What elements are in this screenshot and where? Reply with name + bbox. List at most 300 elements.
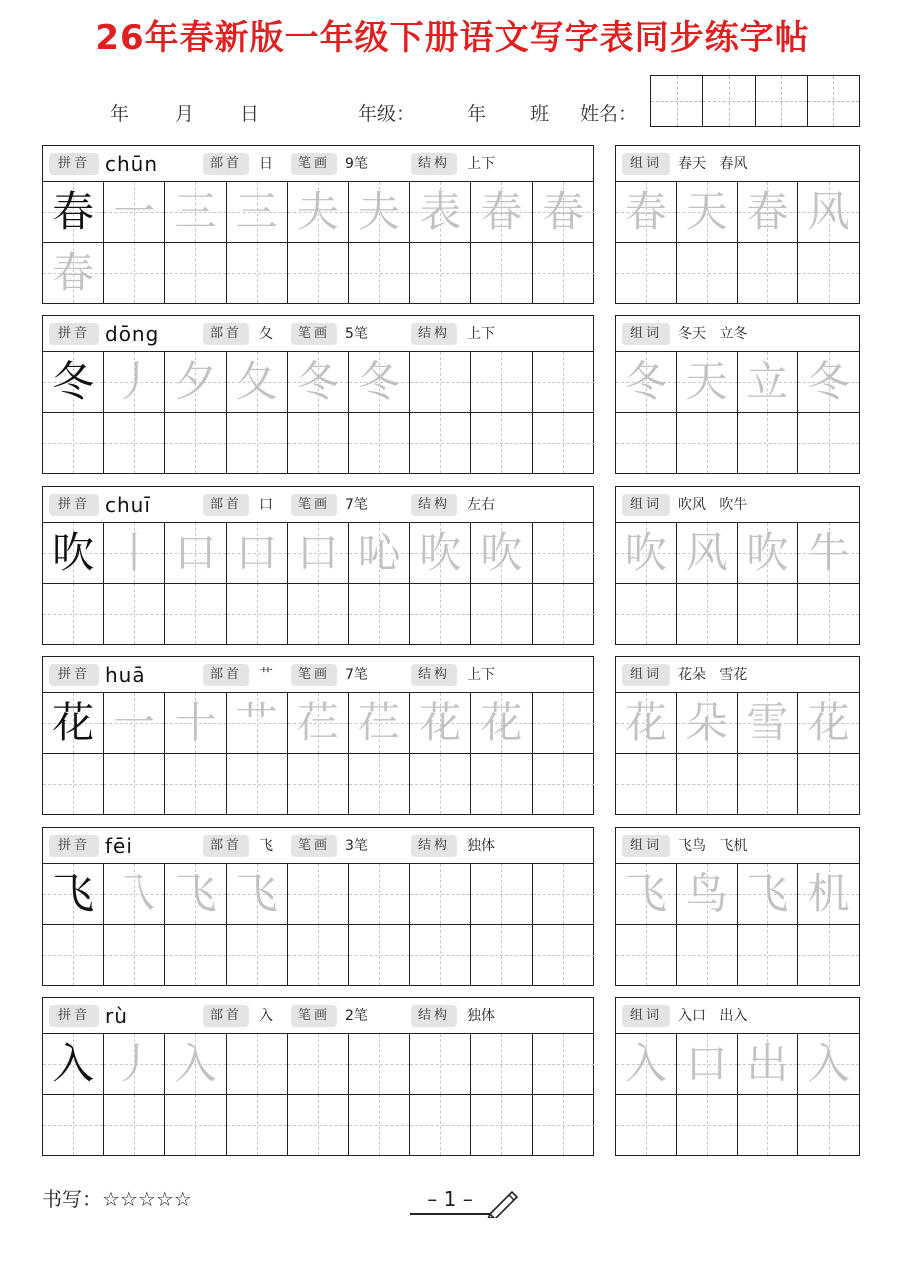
writing-cell[interactable] [410,243,471,303]
stroke-order-trace: 丿 [113,1039,156,1088]
radical-tag: 部首 [203,664,249,686]
word-writing-cell[interactable] [738,243,799,303]
writing-cell[interactable] [410,182,471,243]
writing-cell[interactable] [165,182,226,243]
writing-rating: 书写：☆☆☆☆☆ [42,1187,192,1211]
word-writing-cell[interactable] [738,1034,799,1095]
writing-cell[interactable] [165,523,226,584]
writing-cell[interactable] [165,413,226,473]
word-writing-cell[interactable] [738,925,799,985]
writing-cell[interactable] [104,352,165,413]
word-trace-character: 入 [624,1039,667,1088]
stroke-order-trace: 吹 [480,528,523,577]
word-practice-block [615,145,860,304]
word-writing-cell[interactable] [738,182,799,243]
word-writing-cell[interactable] [677,352,738,413]
writing-cell[interactable] [533,754,594,814]
writing-cell[interactable] [471,584,532,644]
page-number: – 1 – [410,1185,490,1215]
strokes-tag: 笔画 [291,835,337,857]
writing-cell[interactable] [349,1034,410,1095]
word-writing-cell[interactable] [616,1095,677,1155]
writing-cell[interactable] [104,584,165,644]
word-practice-block [615,827,860,986]
writing-cell[interactable] [43,693,104,754]
writing-cell[interactable] [227,243,288,303]
word-writing-cell[interactable] [798,352,859,413]
writing-cell[interactable] [533,864,594,925]
char-practice-block [42,315,594,474]
word-writing-cell[interactable] [616,523,677,584]
writing-cell[interactable] [43,925,104,985]
writing-cell[interactable] [227,754,288,814]
word-writing-cell[interactable] [616,352,677,413]
words-value: 入口 出入 [678,1008,748,1024]
writing-cell[interactable] [43,1095,104,1155]
stroke-order-trace: 芢 [296,698,339,747]
writing-cell[interactable] [349,352,410,413]
word-trace-character: 朵 [685,698,728,747]
radical-tag: 部首 [203,153,249,175]
writing-cell[interactable] [410,1095,471,1155]
writing-cell[interactable] [410,693,471,754]
writing-cell[interactable] [288,352,349,413]
words-tag: 组词 [622,1005,670,1027]
char-practice-block [42,656,594,815]
stroke-order-trace: 冬 [358,357,401,406]
writing-cell[interactable] [104,243,165,303]
word-writing-cell[interactable] [677,754,738,814]
structure-tag: 结构 [411,835,457,857]
word-writing-cell[interactable] [616,584,677,644]
stroke-order-trace: 口 [296,528,339,577]
writing-cell[interactable] [288,1095,349,1155]
stroke-order-trace: 口 [235,528,278,577]
words-header [616,146,859,182]
stroke-order-trace: 春 [480,187,523,236]
writing-cell[interactable] [165,925,226,985]
writing-cell[interactable] [104,182,165,243]
writing-cell[interactable] [349,925,410,985]
writing-cell[interactable] [533,413,594,473]
word-writing-cell[interactable] [798,413,859,473]
writing-cell[interactable] [471,523,532,584]
writing-cell[interactable] [104,754,165,814]
word-writing-cell[interactable] [677,584,738,644]
word-trace-character: 飞 [624,869,667,918]
writing-cell[interactable] [43,352,104,413]
writing-cell[interactable] [349,182,410,243]
word-writing-cell[interactable] [616,864,677,925]
word-writing-cell[interactable] [798,1034,859,1095]
word-writing-cell[interactable] [677,523,738,584]
pinyin-tag: 拼音 [49,494,99,516]
word-trace-character: 吹 [624,528,667,577]
word-trace-character: 入 [807,1039,850,1088]
words-header [616,998,859,1034]
writing-cell[interactable] [533,182,594,243]
writing-cell[interactable] [227,925,288,985]
char-practice-block [42,145,594,304]
writing-cell[interactable] [533,352,594,413]
writing-cell[interactable] [104,1095,165,1155]
pinyin-tag: 拼音 [49,153,99,175]
pinyin-value: rù [105,1004,128,1028]
pen-icon [484,1188,520,1218]
char-info-header [43,657,593,693]
writing-cell[interactable] [43,864,104,925]
radical-value: 入 [259,1008,273,1024]
char-info-header [43,487,593,523]
word-writing-cell[interactable] [738,584,799,644]
stroke-order-trace: 冬 [296,357,339,406]
word-trace-character: 口 [685,1039,728,1088]
writing-cell[interactable] [533,1095,594,1155]
pinyin-value: fēi [105,834,133,858]
writing-cell[interactable] [288,243,349,303]
writing-cell[interactable] [471,1034,532,1095]
writing-cell[interactable] [104,413,165,473]
stroke-order-trace: 夂 [235,357,278,406]
strokes-tag: 笔画 [291,494,337,516]
writing-cell[interactable] [471,693,532,754]
stroke-order-trace: 吹 [419,528,462,577]
word-trace-character: 花 [807,698,850,747]
writing-cell[interactable] [349,243,410,303]
word-writing-cell[interactable] [798,523,859,584]
name-cell[interactable] [703,76,755,126]
word-writing-cell[interactable] [677,693,738,754]
writing-cell[interactable] [533,523,594,584]
pinyin-tag: 拼音 [49,323,99,345]
word-writing-cell[interactable] [738,413,799,473]
word-writing-cell[interactable] [798,864,859,925]
radical-value: 日 [259,156,273,172]
word-writing-cell[interactable] [738,1095,799,1155]
writing-cell[interactable] [471,352,532,413]
strokes-tag: 笔画 [291,1005,337,1027]
writing-cell[interactable] [165,693,226,754]
writing-cell[interactable] [165,864,226,925]
words-tag: 组词 [622,323,670,345]
word-writing-cell[interactable] [798,1095,859,1155]
radical-tag: 部首 [203,1005,249,1027]
strokes-value: 5笔 [345,326,368,342]
stroke-order-trace: 一 [113,698,156,747]
words-value: 春天 春风 [678,156,748,172]
word-writing-cell[interactable] [798,584,859,644]
writing-cell[interactable] [471,1095,532,1155]
writing-cell[interactable] [533,925,594,985]
stroke-order-trace: 三 [235,187,278,236]
words-tag: 组词 [622,664,670,686]
word-writing-cell[interactable] [738,754,799,814]
structure-tag: 结构 [411,323,457,345]
words-value: 飞鸟 飞机 [678,838,748,854]
pinyin-tag: 拼音 [49,1005,99,1027]
writing-cell[interactable] [43,1034,104,1095]
writing-cell[interactable] [410,413,471,473]
page-title: 26年春新版一年级下册语文写字表同步练字帖 [95,18,810,58]
writing-cell[interactable] [288,754,349,814]
char-practice-block [42,486,594,645]
writing-cell[interactable] [227,182,288,243]
writing-cell[interactable] [104,523,165,584]
structure-value: 左右 [467,497,495,513]
words-value: 花朵 雪花 [678,667,748,683]
writing-cell[interactable] [43,413,104,473]
structure-tag: 结构 [411,664,457,686]
strokes-value: 7笔 [345,497,368,513]
word-writing-cell[interactable] [738,693,799,754]
writing-cell[interactable] [165,1034,226,1095]
writing-cell[interactable] [533,243,594,303]
stroke-order-trace: 飞 [235,869,278,918]
stroke-order-trace: 春 [52,248,95,297]
word-trace-character: 机 [807,869,850,918]
writing-cell[interactable] [43,754,104,814]
writing-cell[interactable] [288,413,349,473]
writing-cell[interactable] [471,182,532,243]
word-writing-cell[interactable] [677,925,738,985]
writing-cell[interactable] [288,925,349,985]
writing-cell[interactable] [410,352,471,413]
stroke-order-trace: 十 [174,698,217,747]
writing-cell[interactable] [104,925,165,985]
writing-cell[interactable] [227,693,288,754]
strokes-value: 7笔 [345,667,368,683]
writing-cell[interactable] [104,864,165,925]
date-month-label: 月 [175,103,195,125]
writing-cell[interactable] [227,352,288,413]
writing-cell[interactable] [533,584,594,644]
stroke-order-trace: 乁 [113,869,156,918]
pinyin-value: chūn [105,152,159,176]
word-trace-character: 风 [807,187,850,236]
word-trace-character: 吹 [746,528,789,577]
structure-value: 上下 [467,156,495,172]
word-writing-cell[interactable] [677,182,738,243]
class-label: 班 [530,103,550,125]
word-trace-character: 飞 [746,869,789,918]
words-tag: 组词 [622,153,670,175]
writing-cell[interactable] [288,584,349,644]
word-writing-cell[interactable] [738,523,799,584]
grade-label: 年级： [358,103,416,125]
writing-cell[interactable] [104,1034,165,1095]
writing-cell[interactable] [227,523,288,584]
name-cell[interactable] [651,76,703,126]
word-writing-cell[interactable] [738,864,799,925]
strokes-value: 2笔 [345,1008,368,1024]
word-trace-character: 春 [746,187,789,236]
writing-cell[interactable] [288,523,349,584]
structure-value: 独体 [467,1008,495,1024]
writing-cell[interactable] [410,925,471,985]
word-writing-cell[interactable] [738,352,799,413]
stroke-order-trace: 丨 [113,528,156,577]
name-label: 姓名： [580,103,638,125]
writing-cell[interactable] [349,413,410,473]
word-writing-cell[interactable] [677,1034,738,1095]
stroke-order-trace: 表 [419,187,462,236]
writing-cell[interactable] [349,1095,410,1155]
structure-tag: 结构 [411,153,457,175]
strokes-tag: 笔画 [291,664,337,686]
writing-cell[interactable] [288,693,349,754]
word-writing-cell[interactable] [677,864,738,925]
word-writing-cell[interactable] [798,925,859,985]
word-trace-character: 冬 [624,357,667,406]
char-info-header [43,146,593,182]
strokes-tag: 笔画 [291,153,337,175]
word-writing-cell[interactable] [616,243,677,303]
writing-cell[interactable] [43,243,104,303]
writing-cell[interactable] [533,693,594,754]
writing-cell[interactable] [410,523,471,584]
name-input-box[interactable] [650,75,860,127]
char-practice-block [42,827,594,986]
date-day-label: 日 [240,103,260,125]
writing-cell[interactable] [227,864,288,925]
word-writing-cell[interactable] [616,925,677,985]
strokes-value: 9笔 [345,156,368,172]
stroke-order-trace: 芢 [358,698,401,747]
stroke-order-trace: 花 [419,698,462,747]
words-value: 吹风 吹牛 [678,497,748,513]
name-cell[interactable] [808,76,859,126]
stroke-order-trace: 吣 [358,528,401,577]
word-writing-cell[interactable] [798,182,859,243]
writing-cell[interactable] [471,864,532,925]
words-header [616,657,859,693]
writing-cell[interactable] [288,182,349,243]
writing-cell[interactable] [410,1034,471,1095]
word-writing-cell[interactable] [616,754,677,814]
writing-cell[interactable] [410,584,471,644]
word-trace-character: 立 [746,357,789,406]
radical-tag: 部首 [203,323,249,345]
word-writing-cell[interactable] [616,413,677,473]
writing-cell[interactable] [227,584,288,644]
writing-cell[interactable] [43,584,104,644]
word-practice-block [615,486,860,645]
writing-cell[interactable] [165,1095,226,1155]
writing-cell[interactable] [471,243,532,303]
writing-cell[interactable] [227,413,288,473]
writing-cell[interactable] [165,243,226,303]
structure-tag: 结构 [411,1005,457,1027]
model-character: 春 [52,187,95,236]
radical-tag: 部首 [203,494,249,516]
word-trace-character: 花 [624,698,667,747]
stroke-order-trace: 一 [113,187,156,236]
word-writing-cell[interactable] [677,413,738,473]
writing-cell[interactable] [349,754,410,814]
radical-value: 飞 [259,838,273,854]
radical-value: 夂 [259,326,273,342]
pinyin-value: huā [105,663,146,687]
pinyin-tag: 拼音 [49,664,99,686]
writing-cell[interactable] [533,1034,594,1095]
writing-cell[interactable] [43,523,104,584]
writing-cell[interactable] [165,584,226,644]
stroke-order-trace: 夫 [296,187,339,236]
name-cell[interactable] [756,76,808,126]
word-trace-character: 天 [685,187,728,236]
pinyin-value: chuī [105,493,151,517]
model-character: 吹 [52,528,95,577]
word-writing-cell[interactable] [616,1034,677,1095]
stroke-order-trace: 夫 [358,187,401,236]
word-trace-character: 天 [685,357,728,406]
writing-cell[interactable] [349,584,410,644]
writing-cell[interactable] [471,413,532,473]
char-info-header [43,316,593,352]
strokes-value: 3笔 [345,838,368,854]
stroke-order-trace: 丿 [113,357,156,406]
date-year-label: 年 [110,103,130,125]
stroke-order-trace: 飞 [174,869,217,918]
stroke-order-trace: 花 [480,698,523,747]
word-writing-cell[interactable] [798,754,859,814]
stroke-order-trace: 艹 [235,698,278,747]
stroke-order-trace: 春 [542,187,585,236]
writing-cell[interactable] [104,693,165,754]
word-writing-cell[interactable] [677,1095,738,1155]
writing-cell[interactable] [349,523,410,584]
word-practice-block [615,315,860,474]
model-character: 花 [52,698,95,747]
stroke-order-trace: 入 [174,1039,217,1088]
word-writing-cell[interactable] [677,243,738,303]
structure-value: 上下 [467,326,495,342]
model-character: 入 [52,1039,95,1088]
writing-cell[interactable] [227,1095,288,1155]
char-info-header [43,828,593,864]
writing-cell[interactable] [410,754,471,814]
words-tag: 组词 [622,494,670,516]
writing-cell[interactable] [43,182,104,243]
word-writing-cell[interactable] [616,182,677,243]
structure-tag: 结构 [411,494,457,516]
word-trace-character: 出 [746,1039,789,1088]
writing-cell[interactable] [288,1034,349,1095]
word-trace-character: 风 [685,528,728,577]
radical-value: 口 [259,497,273,513]
writing-cell[interactable] [349,864,410,925]
writing-cell[interactable] [471,754,532,814]
pinyin-value: dōng [105,322,160,346]
word-trace-character: 春 [624,187,667,236]
structure-value: 独体 [467,838,495,854]
writing-cell[interactable] [165,352,226,413]
writing-cell[interactable] [227,1034,288,1095]
writing-cell[interactable] [288,864,349,925]
writing-cell[interactable] [471,925,532,985]
word-trace-character: 雪 [746,698,789,747]
word-writing-cell[interactable] [616,693,677,754]
grade-year-label: 年 [467,103,487,125]
writing-cell[interactable] [410,864,471,925]
radical-tag: 部首 [203,835,249,857]
writing-cell[interactable] [165,754,226,814]
strokes-tag: 笔画 [291,323,337,345]
writing-cell[interactable] [349,693,410,754]
word-writing-cell[interactable] [798,243,859,303]
words-tag: 组词 [622,835,670,857]
word-writing-cell[interactable] [798,693,859,754]
